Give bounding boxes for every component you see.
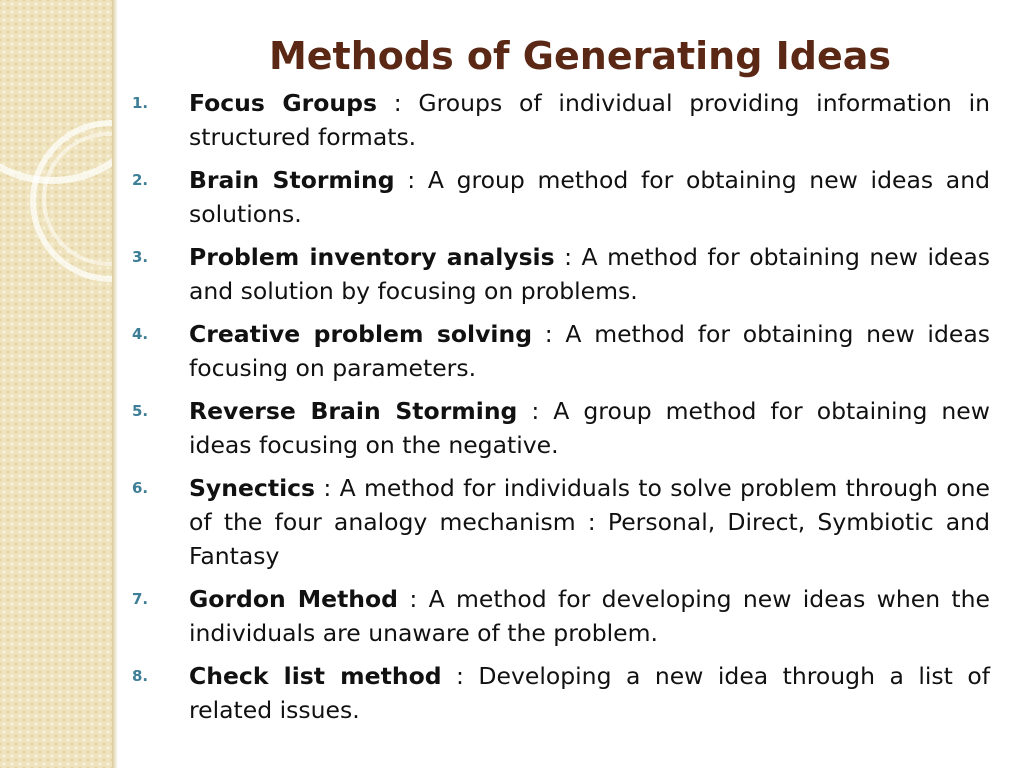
method-term: Focus Groups — [189, 89, 377, 117]
method-description: : A group method for obtaining new ideas focusing on the negative. — [189, 397, 990, 459]
method-description: : A method for individuals to solve problem through one of the four analogy mechanism : Personal, Direct, Symbiotic and Fantasy — [189, 474, 990, 570]
method-item-brain-storming — [132, 163, 990, 231]
method-item-gordon-method — [132, 582, 990, 650]
list-number: 4. — [132, 325, 149, 343]
method-item-problem-inventory-analysis — [132, 240, 990, 308]
method-term: Brain Storming — [189, 166, 395, 194]
method-item-synectics — [132, 471, 990, 573]
method-item-check-list-method — [132, 659, 990, 727]
list-number: 5. — [132, 402, 149, 420]
method-item-reverse-brain-storming — [132, 394, 990, 462]
list-number: 1. — [132, 94, 149, 112]
list-number: 8. — [132, 667, 149, 685]
method-description: : A method for developing new ideas when the individuals are unaware of the problem. — [189, 585, 990, 647]
methods-list — [132, 86, 990, 736]
method-description: : Developing a new idea through a list of related issues. — [189, 662, 990, 724]
slide-title: Methods of Generating Ideas — [268, 34, 892, 79]
method-term: Gordon Method — [189, 585, 399, 613]
method-description: : A group method for obtaining new ideas and solutions. — [189, 166, 991, 228]
method-item-creative-problem-solving — [132, 317, 990, 385]
list-number: 6. — [132, 479, 149, 497]
method-term: Problem inventory analysis — [189, 243, 555, 271]
method-description: : A method for obtaining new ideas and solution by focusing on problems. — [189, 243, 990, 305]
method-description: : Groups of individual providing information in structured formats. — [189, 89, 990, 151]
decorative-side-band — [0, 0, 112, 768]
list-number: 3. — [132, 248, 149, 266]
method-term: Reverse Brain Storming — [189, 397, 518, 425]
method-term: Check list method — [189, 662, 442, 690]
list-number: 2. — [132, 171, 149, 189]
side-band-edge — [112, 0, 118, 768]
method-term: Creative problem solving — [189, 320, 533, 348]
method-term: Synectics — [189, 474, 316, 502]
list-number: 7. — [132, 590, 149, 608]
method-description: : A method for obtaining new ideas focusing on parameters. — [189, 320, 990, 382]
method-item-focus-groups — [132, 86, 990, 154]
